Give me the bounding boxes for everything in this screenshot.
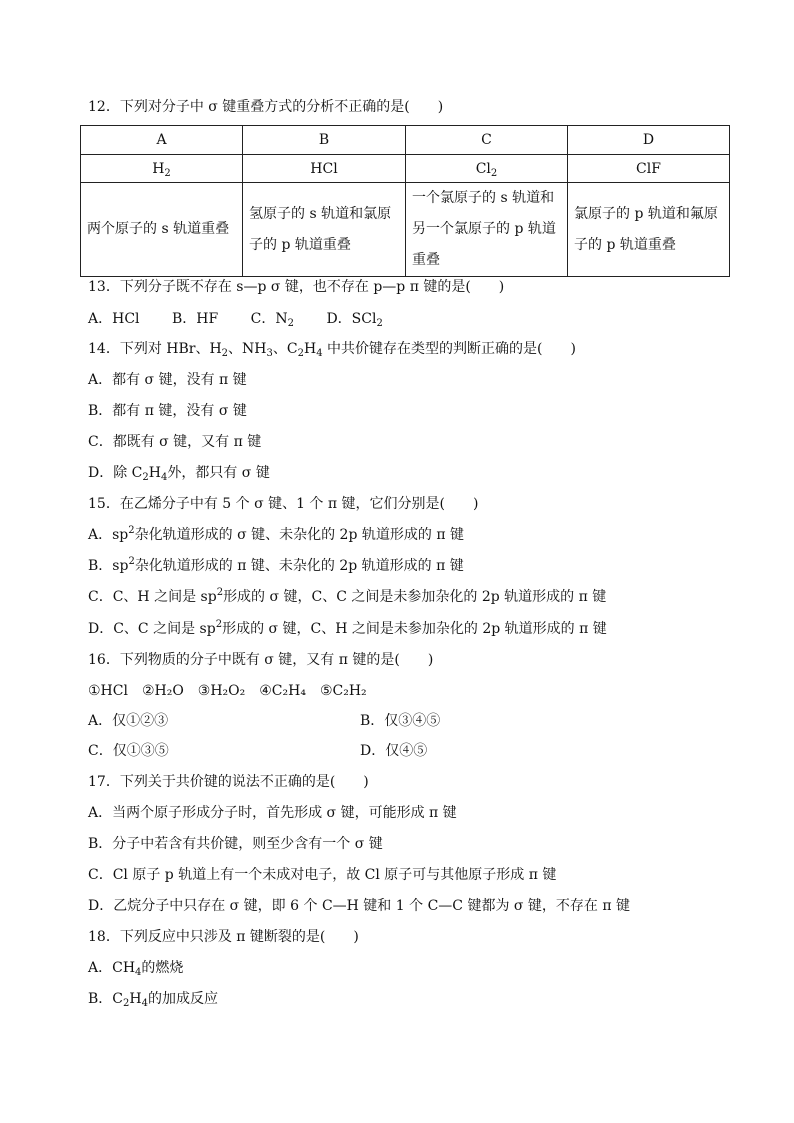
question-18-option-a: A．$CH_4$的燃烧	[88, 960, 184, 978]
header-cell-c: C	[406, 126, 568, 155]
description-cell-d: 氯原子的 p 轨道和氟原子的 p 轨道重叠	[568, 183, 730, 277]
table-header-row	[81, 126, 730, 155]
table-description-row	[81, 183, 730, 277]
question-17-option-b: B．分子中若含有共价键，则至少含有一个 σ 键	[88, 836, 383, 852]
option-c: C．$N_2$	[250, 311, 294, 329]
question-17-option-a: A．当两个原子形成分子时，首先形成 σ 键，可能形成 π 键	[88, 805, 457, 821]
question-18-option-b: B．$C_2H_4$的加成反应	[88, 991, 218, 1009]
question-16-option-b: B．仅③④⑤	[360, 713, 441, 729]
question-14-option-b: B．都有 π 键，没有 σ 键	[88, 403, 247, 419]
header-cell-d: D	[568, 126, 730, 155]
question-18-stem: 18．下列反应中只涉及 π 键断裂的是( )	[88, 929, 359, 945]
question-15-option-d: D．C、C 之间是 $sp^2$形成的 σ 键，C、H 之间是未参加杂化的 2p 轨道形成的 π 键	[88, 619, 607, 637]
question-16-items: ①HCl ②H₂O ③H₂O₂ ④C₂H₄ ⑤C₂H₂	[88, 683, 367, 699]
question-15-option-a: A．$sp^2$杂化轨道形成的 σ 键、未杂化的 2p 轨道形成的 π 键	[88, 525, 464, 543]
question-14-option-a: A．都有 σ 键，没有 π 键	[88, 372, 247, 388]
question-16-option-c: C．仅①③⑤	[88, 743, 169, 759]
molecule-cell-b: HCl	[243, 155, 406, 183]
question-12-stem: 12．下列对分子中 σ 键重叠方式的分析不正确的是( )	[88, 99, 444, 115]
question-17-option-d: D．乙烷分子中只存在 σ 键，即 6 个 C—H 键和 1 个 C—C 键都为 σ 键，不存在 π 键	[88, 898, 630, 914]
option-d: D．SCl$_2$	[326, 311, 383, 329]
question-13-stem: 13．下列分子既不存在 s—p σ 键，也不存在 p—p π 键的是( )	[88, 279, 505, 295]
question-14-option-c: C．都既有 σ 键，又有 π 键	[88, 434, 262, 450]
question-16-option-d: D．仅④⑤	[360, 743, 428, 759]
question-15-stem: 15．在乙烯分子中有 5 个 σ 键、1 个 π 键，它们分别是( )	[88, 496, 479, 512]
option-a: A．HCl	[88, 311, 140, 327]
question-15-option-b: B．$sp^2$杂化轨道形成的 π 键、未杂化的 2p 轨道形成的 π 键	[88, 556, 464, 574]
description-cell-c: 一个氯原子的 s 轨道和另一个氯原子的 p 轨道重叠	[406, 183, 568, 277]
molecule-cell-c: $Cl_2$	[406, 155, 568, 183]
question-14-stem: 14．下列对 HBr、$H_2$、$NH_3$、$C_2H_4$ 中共价键存在类型的判断正确的是( )	[88, 341, 576, 359]
header-cell-a: A	[81, 126, 243, 155]
table-molecule-row	[81, 155, 730, 183]
question-13-options	[88, 309, 383, 329]
molecule-cell-d: ClF	[568, 155, 730, 183]
option-b: B．HF	[171, 311, 219, 327]
question-16-stem: 16．下列物质的分子中既有 σ 键，又有 π 键的是( )	[88, 652, 434, 668]
question-15-option-c: C．C、H 之间是 $sp^2$形成的 σ 键，C、C 之间是未参加杂化的 2p 轨道形成的 π 键	[88, 587, 607, 605]
question-14-option-d: D．除 $C_2H_4$外，都只有 σ 键	[88, 465, 270, 483]
molecule-cell-a: $H_2$	[81, 155, 243, 183]
question-17-option-c: C．Cl 原子 p 轨道上有一个未成对电子，故 Cl 原子可与其他原子形成 π 键	[88, 867, 557, 883]
question-12-table	[80, 125, 730, 277]
description-cell-b: 氢原子的 s 轨道和氯原子的 p 轨道重叠	[243, 183, 406, 277]
question-16-option-a: A．仅①②③	[88, 713, 169, 729]
question-17-stem: 17．下列关于共价键的说法不正确的是( )	[88, 774, 369, 790]
description-cell-a: 两个原子的 s 轨道重叠	[81, 183, 243, 277]
header-cell-b: B	[243, 126, 406, 155]
